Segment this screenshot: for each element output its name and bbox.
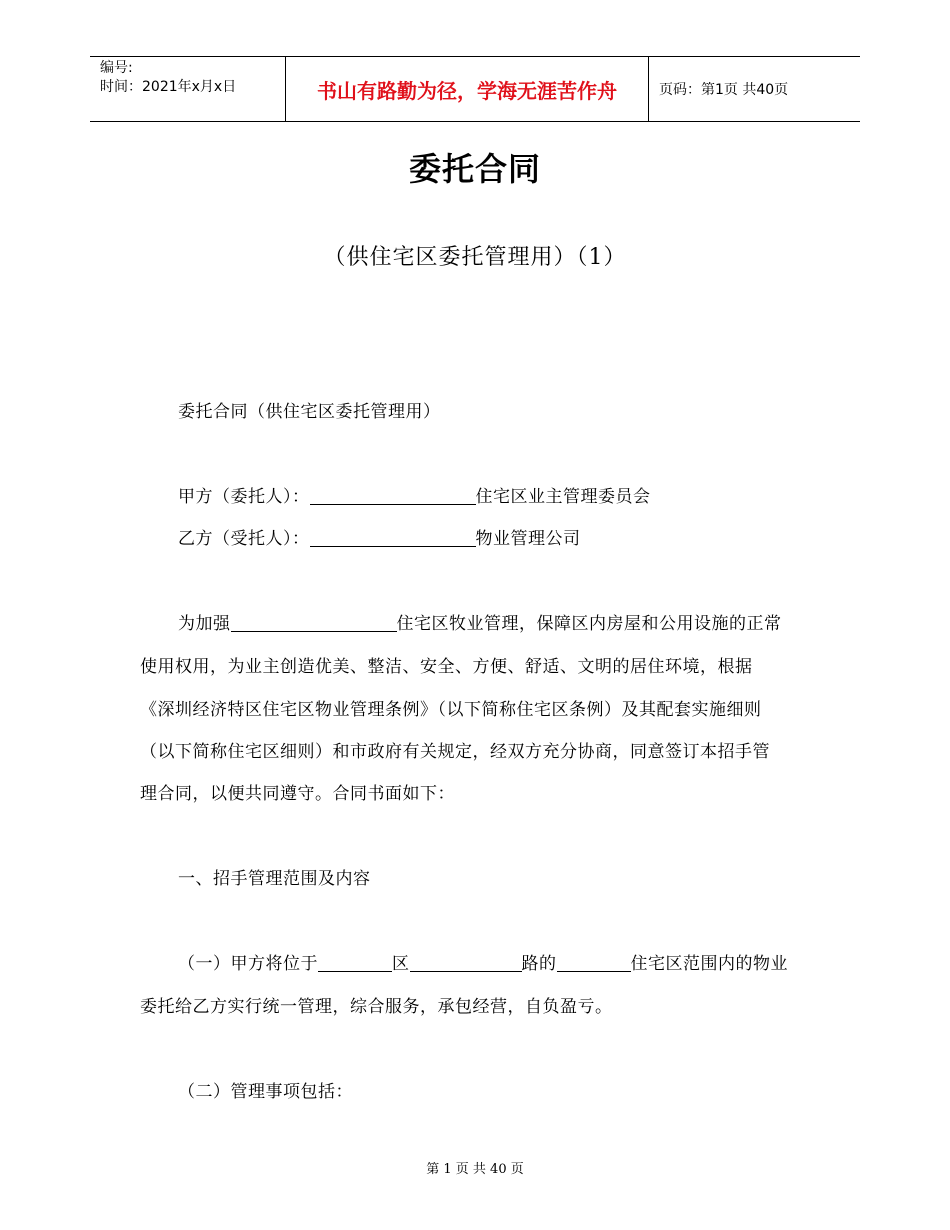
item1-a: （一）甲方将位于 [178, 954, 318, 974]
number-label: 编号: [100, 60, 133, 76]
para1-line3: 《深圳经济特区住宅区物业管理条例》（以下简称住宅区条例）及其配套实施细则 [140, 700, 762, 720]
doc-heading: 委托合同（供住宅区委托管理用） [178, 402, 441, 422]
estate-blank [557, 953, 631, 972]
para1-blank [231, 613, 397, 632]
item1-b: 区 [392, 954, 410, 974]
para1-line1 [178, 609, 782, 634]
party-a-blank [310, 486, 476, 505]
time-label: 时间：2021年x月x日 [100, 79, 237, 95]
document-subtitle: （供住宅区委托管理用）（1） [323, 245, 627, 270]
header-page-info: 页码：第1页 共40页 [659, 82, 789, 98]
page-header [90, 56, 860, 122]
header-motto: 书山有路勤为径，学海无涯苦作舟 [286, 57, 649, 121]
header-meta [90, 57, 286, 121]
party-a-label: 甲方（委托人）： [178, 487, 310, 507]
para1-rest: 住宅区牧业管理，保障区内房屋和公用设施的正常 [396, 614, 782, 634]
party-b-label: 乙方（受托人）： [178, 529, 310, 549]
party-b-suffix: 物业管理公司 [475, 529, 581, 549]
para1-start: 为加强 [178, 614, 231, 634]
item1-line2: 委托给乙方实行统一管理，综合服务，承包经营，自负盈亏。 [140, 997, 613, 1017]
party-a-line [178, 482, 651, 507]
district-blank [318, 953, 392, 972]
para1-line4: （以下简称住宅区细则）和市政府有关规定，经双方充分协商，同意签订本招手管 [140, 742, 770, 762]
document-title: 委托合同 [408, 150, 541, 188]
item1-d: 住宅区范围内的物业 [630, 954, 788, 974]
para1-line2: 使用权用，为业主创造优美、整洁、安全、方便、舒适、文明的居住环境，根据 [140, 657, 753, 677]
party-b-line [178, 524, 581, 549]
road-blank [410, 953, 522, 972]
page-footer: 第 1 页 共 40 页 [426, 1162, 524, 1177]
para1-line5: 理合同，以便共同遵守。合同书面如下： [140, 784, 455, 804]
party-b-blank [310, 528, 476, 547]
item1-c: 路的 [521, 954, 557, 974]
item1-line1 [178, 949, 788, 974]
item2-heading: （二）管理事项包括： [178, 1082, 353, 1102]
party-a-suffix: 住宅区业主管理委员会 [475, 487, 651, 507]
section-1-heading: 一、招手管理范围及内容 [178, 869, 371, 889]
